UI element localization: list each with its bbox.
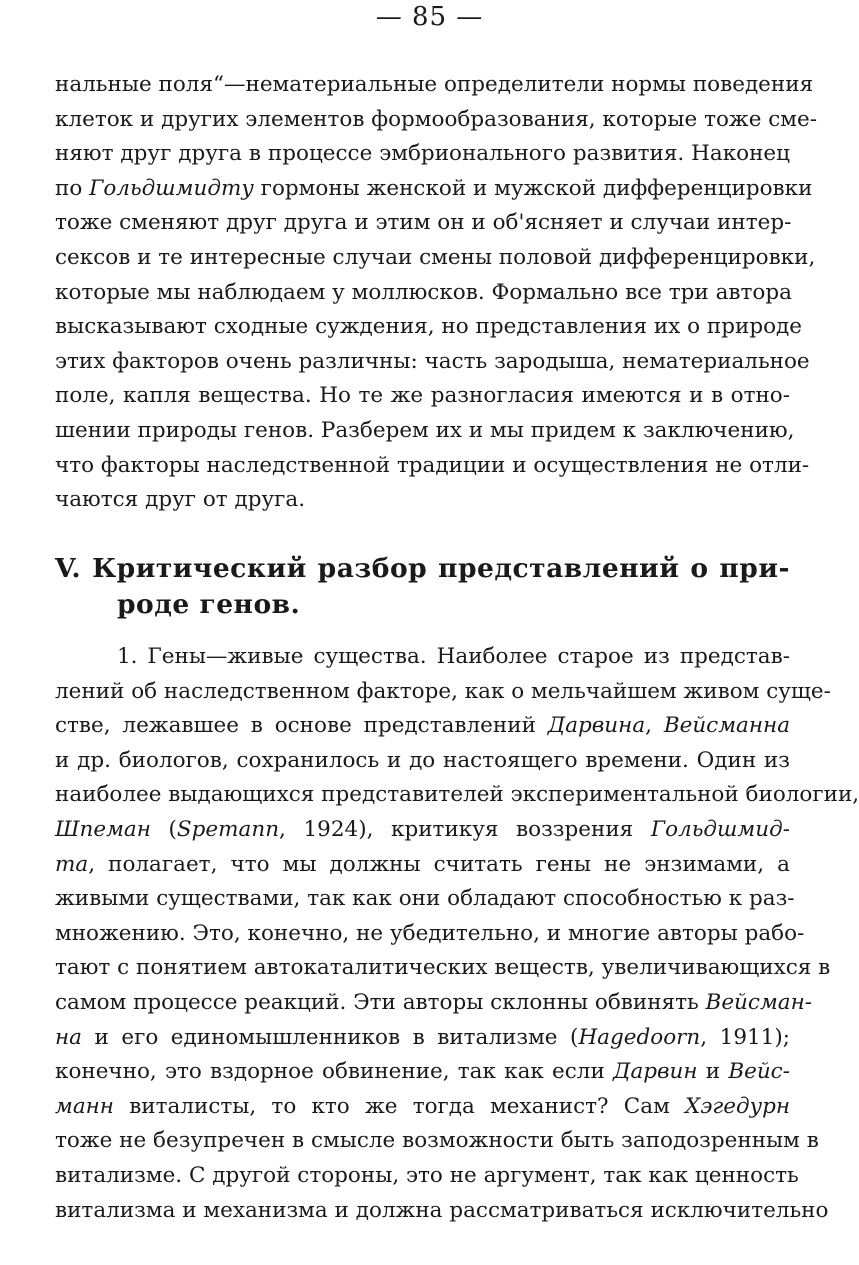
heading-line: роде генов. xyxy=(117,589,301,620)
text-line: и др. биологов, сохранилось и до настоящего времени. Один из xyxy=(55,747,790,773)
text-line: витализма и механизма и должна рассматриваться исключительно xyxy=(55,1197,829,1223)
text-line: 1. Гены—живые существа. Наиболее старое из представ- xyxy=(117,644,790,669)
italic-name: Хэгедурн xyxy=(685,1093,790,1119)
italic-name: манн xyxy=(55,1093,114,1119)
italic-name: Hagedoorn xyxy=(578,1024,701,1050)
italic-name: Вейсман- xyxy=(705,989,813,1015)
text-line: по Гольдшмидту гормоны женской и мужской дифференцировки xyxy=(55,175,813,201)
text-line: сексов и те интересные случаи смены половой дифференцировки, xyxy=(55,244,816,270)
text-line: чаются друг от друга. xyxy=(55,487,306,513)
text-line: что факторы наследственной традиции и осуществления не отли- xyxy=(55,452,810,478)
italic-name: Гольдшмидту xyxy=(89,175,254,201)
text-line: клеток и других элементов формообразования, которые тоже сме- xyxy=(55,106,818,132)
text-line: поле, капля вещества. Но те же разногласия имеются и в отно- xyxy=(55,383,790,409)
text-line: та, полагает, что мы должны считать гены не энзимами, а xyxy=(55,851,790,877)
text-line: витализме. С другой стороны, это не аргумент, так как ценность xyxy=(55,1162,799,1188)
text-line: манн виталисты, то кто же тогда механист? Сам Хэгедурн xyxy=(55,1093,790,1119)
text-line: Шпеман (Spemann, 1924), критикуя воззрения Гольдшмид- xyxy=(55,816,790,842)
text-line: лений об наследственном факторе, как о мельчайшем живом суще- xyxy=(55,678,831,704)
text-line: нальные поля“—нематериальные определители нормы поведения xyxy=(55,72,814,97)
section-heading xyxy=(55,551,790,623)
heading-line: V. Критический разбор представлений о при- xyxy=(55,553,790,584)
text-line: которые мы наблюдаем у моллюсков. Формально все три автора xyxy=(55,279,792,305)
text-line: шении природы генов. Разберем их и мы придем к заключению, xyxy=(55,417,795,443)
italic-name: Вейсманна xyxy=(663,713,791,739)
paragraph-1 xyxy=(55,68,818,518)
text-line: конечно, это вздорное обвинение, так как если Дарвин и Вейс- xyxy=(55,1059,790,1085)
italic-name: Шпеман xyxy=(55,816,151,842)
text-line: живыми существами, так как они обладают способностью к раз- xyxy=(55,886,795,912)
text-line: няют друг друга в процессе эмбрионального развития. Наконец xyxy=(55,141,790,167)
italic-name: Вейс- xyxy=(728,1059,790,1085)
text-line: стве, лежавшее в основе представлений Дарвина, Вейсманна xyxy=(55,713,791,739)
text-line: тоже не безупречен в смысле возможности быть заподозренным в xyxy=(55,1128,819,1154)
text-line: множению. Это, конечно, не убедительно, и многие авторы рабо- xyxy=(55,920,805,946)
text-line: на и его единомышленников в витализме (Hagedoorn, 1911); xyxy=(55,1024,790,1050)
italic-name: на xyxy=(55,1024,82,1050)
text-line: этих факторов очень различны: часть зародыша, нематериальное xyxy=(55,348,810,374)
text-line: тоже сменяют друг друга и этим он и об'ясняет и случаи интер- xyxy=(55,210,792,236)
text-line: тают с понятием автокаталитических веществ, увеличивающихся в xyxy=(55,955,831,981)
page-number: — 85 — xyxy=(375,2,484,32)
text-line: самом процессе реакций. Эти авторы склонны обвинять Вейсман- xyxy=(55,989,813,1015)
italic-name: Spemann xyxy=(176,816,280,842)
italic-name: Гольдшмид- xyxy=(650,816,790,842)
italic-name: Дарвин xyxy=(612,1059,698,1085)
text-line: наиболее выдающихся представителей экспериментальной биологии, xyxy=(55,782,859,808)
paragraph-2 xyxy=(55,640,859,1228)
italic-name: та xyxy=(55,851,89,877)
italic-name: Дарвина xyxy=(547,713,646,739)
text-line: высказывают сходные суждения, но представления их о природе xyxy=(55,314,803,340)
